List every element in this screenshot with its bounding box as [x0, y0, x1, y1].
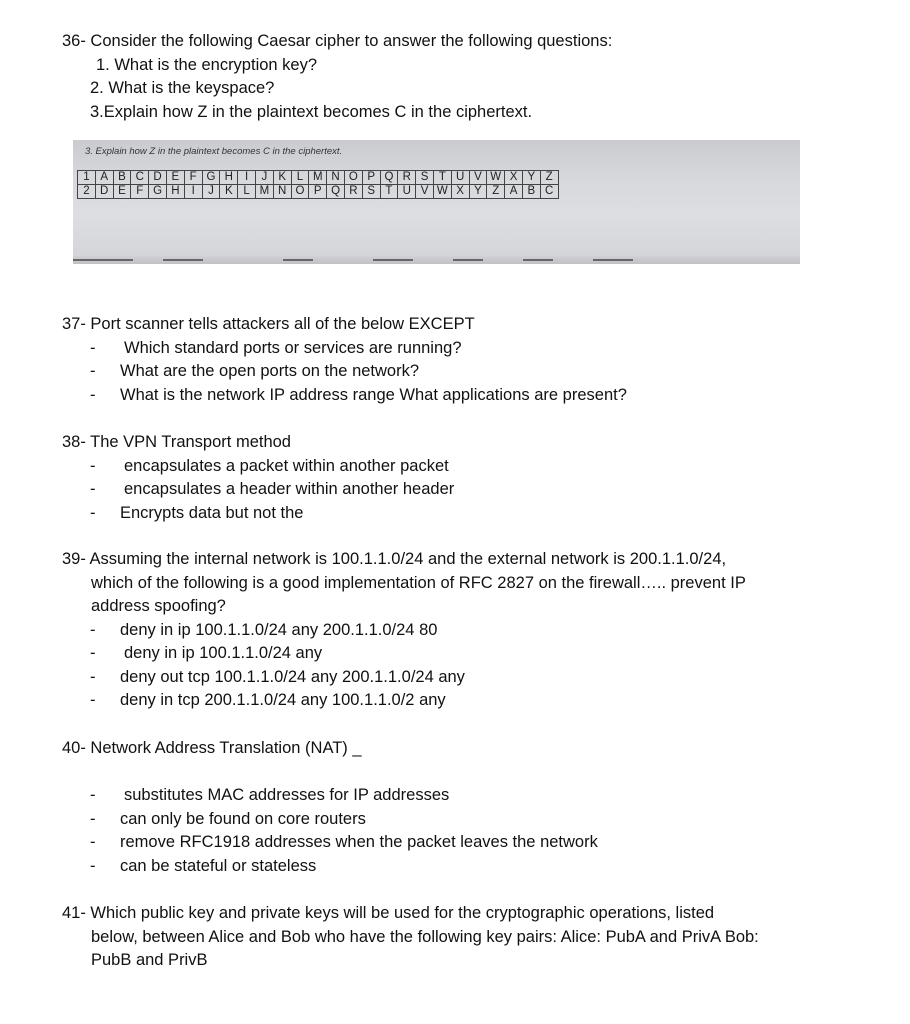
cipher-cell: W	[487, 171, 505, 185]
cipher-cell: S	[362, 185, 380, 199]
question-40-option	[62, 855, 862, 879]
option-text: substitutes MAC addresses for IP addresses	[124, 786, 450, 804]
cipher-cell: X	[451, 185, 469, 199]
question-40	[62, 737, 862, 878]
question-38-title: 38- The VPN Transport method	[62, 433, 291, 451]
bullet-dash: -	[90, 503, 96, 522]
cipher-cell: Q	[327, 185, 345, 199]
cipher-cell: O	[344, 171, 362, 185]
question-39-option	[62, 689, 862, 713]
cipher-cell: N	[327, 171, 345, 185]
question-37-option	[62, 360, 862, 384]
option-text: What are the open ports on the network?	[120, 362, 420, 380]
option-text: deny in ip 100.1.1.0/24 any 200.1.1.0/24 80	[120, 620, 438, 639]
question-38-option	[62, 502, 862, 526]
cipher-cell: F	[131, 185, 149, 199]
cipher-cell: M	[255, 185, 273, 199]
question-37-option	[62, 384, 862, 408]
bullet-dash: -	[90, 667, 96, 686]
cipher-cell: 1	[78, 171, 96, 185]
cipher-cell: E	[113, 185, 131, 199]
cipher-cell: U	[451, 171, 469, 185]
cipher-row-plaintext	[78, 171, 559, 185]
cipher-cell: V	[416, 185, 434, 199]
cipher-cell: U	[398, 185, 416, 199]
cipher-cell: I	[238, 171, 256, 185]
question-41-title-line-2: below, between Alice and Bob who have the following key pairs: Alice: PubA and PrivA Bob:	[91, 927, 759, 946]
cipher-cell: O	[291, 185, 309, 199]
question-37-option	[62, 337, 862, 361]
cipher-cell: B	[113, 171, 131, 185]
question-40-title: 40- Network Address Translation (NAT) _	[62, 739, 362, 757]
cipher-cell: R	[398, 171, 416, 185]
cipher-photo-caption: 3. Explain how Z in the plaintext becomes C in the ciphertext.	[85, 146, 343, 157]
cipher-row-ciphertext	[78, 185, 559, 199]
question-39-option	[62, 642, 862, 666]
cipher-photo	[73, 140, 800, 264]
cipher-cell: D	[149, 171, 167, 185]
option-text: encapsulates a header within another header	[124, 480, 455, 498]
cipher-cell: 2	[78, 185, 96, 199]
bullet-dash: -	[90, 620, 96, 639]
question-37	[62, 313, 862, 407]
option-text: can be stateful or stateless	[120, 856, 317, 875]
option-text: deny in tcp 200.1.1.0/24 any 100.1.1.0/2 any	[120, 691, 446, 709]
cipher-cell: T	[380, 185, 398, 199]
cipher-cell: R	[344, 185, 362, 199]
cipher-cell: V	[469, 171, 487, 185]
question-41-title-line-3: PubB and PrivB	[91, 951, 208, 969]
cipher-cell: Y	[522, 171, 540, 185]
bullet-dash: -	[90, 786, 96, 804]
question-39-option	[62, 619, 862, 643]
cipher-cell: Z	[487, 185, 505, 199]
cipher-cell: A	[95, 171, 113, 185]
question-37-title: 37- Port scanner tells attackers all of the below EXCEPT	[62, 315, 475, 333]
cipher-cell: Q	[380, 171, 398, 185]
bullet-dash: -	[90, 856, 96, 875]
question-40-option	[62, 831, 862, 855]
option-text: Encrypts data but not the	[120, 503, 304, 522]
cipher-cell: J	[255, 171, 273, 185]
question-40-option	[62, 784, 862, 808]
cipher-cell: G	[149, 185, 167, 199]
cipher-cell: C	[540, 185, 558, 199]
cipher-cell: I	[184, 185, 202, 199]
option-text: remove RFC1918 addresses when the packet leaves the network	[120, 833, 598, 851]
option-text: deny out tcp 100.1.1.0/24 any 200.1.1.0/24 any	[120, 667, 465, 686]
question-39-title-line-2: which of the following is a good implementation of RFC 2827 on the firewall….. prevent IP	[91, 573, 746, 592]
cipher-table	[77, 170, 559, 199]
bullet-dash: -	[90, 644, 96, 662]
bullet-dash: -	[90, 362, 96, 380]
cipher-cell: Z	[540, 171, 558, 185]
option-text: deny in ip 100.1.1.0/24 any	[124, 644, 323, 662]
cipher-cell: P	[309, 185, 327, 199]
cipher-cell: X	[505, 171, 523, 185]
cipher-cell: A	[505, 185, 523, 199]
cipher-cell: T	[433, 171, 451, 185]
question-40-option	[62, 808, 862, 832]
question-36-title: 36- Consider the following Caesar cipher to answer the following questions:	[62, 32, 613, 50]
question-36-sub-1: 1. What is the encryption key?	[96, 55, 318, 74]
question-39-title-line-3: address spoofing?	[91, 597, 226, 615]
question-36-sub-2: 2. What is the keyspace?	[90, 79, 275, 97]
cipher-cell: S	[416, 171, 434, 185]
bullet-dash: -	[90, 833, 96, 851]
cipher-cell: P	[362, 171, 380, 185]
question-36-sub-3: 3.Explain how Z in the plaintext becomes C in the ciphertext.	[90, 102, 533, 121]
cipher-cell: L	[238, 185, 256, 199]
bullet-dash: -	[90, 385, 96, 404]
question-39-option	[62, 666, 862, 690]
cipher-cell: M	[309, 171, 327, 185]
bullet-dash: -	[90, 809, 96, 828]
cipher-cell: G	[202, 171, 220, 185]
cipher-cell: W	[433, 185, 451, 199]
cipher-cell: J	[202, 185, 220, 199]
bullet-dash: -	[90, 691, 96, 709]
cipher-cell: B	[522, 185, 540, 199]
option-text: What is the network IP address range What applications are present?	[120, 385, 627, 404]
cipher-cell: E	[166, 171, 184, 185]
option-text: Which standard ports or services are running?	[124, 338, 462, 357]
question-41-title-line-1: 41- Which public key and private keys will be used for the cryptographic operations, listed	[62, 904, 715, 922]
cipher-cell: D	[95, 185, 113, 199]
question-39	[62, 548, 862, 713]
question-36	[62, 30, 862, 124]
option-text: encapsulates a packet within another packet	[124, 456, 449, 475]
cipher-cell: F	[184, 171, 202, 185]
cipher-cell: N	[273, 185, 291, 199]
question-38	[62, 431, 862, 525]
cipher-cell: L	[291, 171, 309, 185]
cipher-cell: H	[220, 171, 238, 185]
photo-toolbar-remnant	[73, 258, 800, 262]
question-41	[62, 902, 862, 973]
cipher-cell: K	[273, 171, 291, 185]
question-39-title-line-1: 39- Assuming the internal network is 100.1.1.0/24 and the external network is 200.1.1.0/24,	[62, 550, 727, 568]
option-text: can only be found on core routers	[120, 809, 366, 828]
question-38-option	[62, 478, 862, 502]
question-38-option	[62, 455, 862, 479]
cipher-cell: C	[131, 171, 149, 185]
bullet-dash: -	[90, 480, 96, 498]
cipher-cell: H	[166, 185, 184, 199]
cipher-cell: Y	[469, 185, 487, 199]
bullet-dash: -	[90, 338, 96, 357]
cipher-cell: K	[220, 185, 238, 199]
bullet-dash: -	[90, 456, 96, 475]
